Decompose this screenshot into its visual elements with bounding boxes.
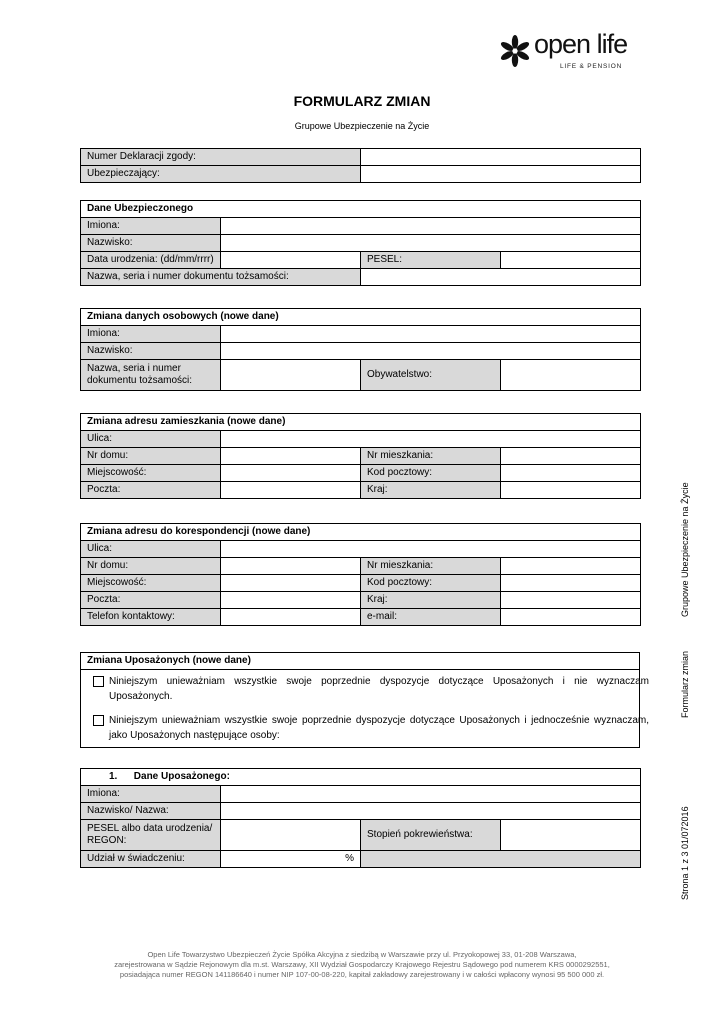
residence-postal-code-label: Kod pocztowy:: [361, 465, 501, 482]
personal-first-names-label: Imiona:: [81, 326, 221, 343]
openlife-logo: [498, 30, 643, 78]
residence-city-label: Miejscowość:: [81, 465, 221, 482]
footer-line-1: Open Life Towarzystwo Ubezpieczeń Życie Spółka Akcyjna z siedzibą w Warszawie przy ul. Przyokopowej 33, 01-208 Warszawa,: [147, 950, 577, 959]
beneficiary-surname-label: Nazwisko/ Nazwa:: [81, 803, 221, 820]
residence-city-field[interactable]: [221, 465, 361, 482]
footer-line-3: posiadająca numer REGON 141186640 i numer NIP 107-00-08-220, kapitał zakładowy zarejestrowany i w całości wpłacony wynosi 95 500 000 zł.: [119, 970, 605, 979]
footer: [0, 950, 724, 980]
share-field[interactable]: [221, 851, 361, 868]
beneficiary-first-names-field[interactable]: [221, 786, 641, 803]
residence-address-table: [80, 413, 641, 499]
insured-section-title: Dane Ubezpieczonego: [81, 201, 641, 218]
residence-section-title: Zmiana adresu zamieszkania (nowe dane): [81, 414, 641, 431]
relationship-label: Stopień pokrewieństwa:: [361, 820, 501, 851]
correspondence-house-no-field[interactable]: [221, 558, 361, 575]
insured-first-names-label: Imiona:: [81, 218, 221, 235]
residence-post-office-field[interactable]: [221, 482, 361, 499]
option-2-text: Niniejszym unieważniam wszystkie swoje poprzednie dyspozycje dotyczące Uposażonych i jednocześnie wyznaczam, jako Uposażonych następujące osoby:: [109, 715, 649, 741]
residence-apartment-no-label: Nr mieszkania:: [361, 448, 501, 465]
correspondence-postal-code-label: Kod pocztowy:: [361, 575, 501, 592]
insured-pesel-label: PESEL:: [361, 252, 501, 269]
residence-country-field[interactable]: [501, 482, 641, 499]
insured-table: [80, 200, 641, 286]
correspondence-address-table: [80, 523, 641, 626]
page-title: FORMULARZ ZMIAN: [293, 93, 431, 109]
insured-id-document-field[interactable]: [361, 269, 641, 286]
personal-surname-field[interactable]: [221, 343, 641, 360]
insured-first-names-field[interactable]: [221, 218, 641, 235]
correspondence-city-field[interactable]: [221, 575, 361, 592]
side-page-number: Strona 1 z 3 01/072016: [680, 806, 690, 900]
correspondence-section-title: Zmiana adresu do korespondencji (nowe dane): [81, 524, 641, 541]
residence-street-field[interactable]: [221, 431, 641, 448]
correspondence-country-field[interactable]: [501, 592, 641, 609]
beneficiary-pesel-label: PESEL albo data urodzenia/ REGON:: [81, 820, 221, 851]
option-1-checkbox[interactable]: [93, 676, 104, 687]
phone-label: Telefon kontaktowy:: [81, 609, 221, 626]
insurer-label: Ubezpieczający:: [81, 166, 361, 183]
residence-house-no-label: Nr domu:: [81, 448, 221, 465]
insured-surname-field[interactable]: [221, 235, 641, 252]
personal-surname-label: Nazwisko:: [81, 343, 221, 360]
footer-line-2: zarejestrowana w Sądzie Rejonowym dla m.st. Warszawy, XII Wydział Gospodarczy Krajowego Rejestru Sądowego pod numerem KRS 0000292551,: [114, 960, 610, 969]
brand-name: open life: [534, 29, 628, 59]
relationship-field[interactable]: [501, 820, 641, 851]
residence-street-label: Ulica:: [81, 431, 221, 448]
flower-logo-icon: [498, 34, 532, 68]
beneficiary-surname-field[interactable]: [221, 803, 641, 820]
residence-apartment-no-field[interactable]: [501, 448, 641, 465]
beneficiary-1-title-cell: [81, 769, 641, 786]
insured-id-document-label: Nazwa, seria i numer dokumentu tożsamości:: [81, 269, 361, 286]
personal-first-names-field[interactable]: [221, 326, 641, 343]
beneficiaries-option-2[interactable]: [93, 713, 649, 743]
personal-id-document-label: Nazwa, seria i numer dokumentu tożsamości:: [81, 360, 221, 391]
beneficiary-1-title: Dane Uposażonego:: [133, 771, 230, 782]
residence-postal-code-field[interactable]: [501, 465, 641, 482]
correspondence-apartment-no-label: Nr mieszkania:: [361, 558, 501, 575]
correspondence-city-label: Miejscowość:: [81, 575, 221, 592]
insured-pesel-field[interactable]: [501, 252, 641, 269]
citizenship-field[interactable]: [501, 360, 641, 391]
citizenship-label: Obywatelstwo:: [361, 360, 501, 391]
beneficiaries-section-title: Zmiana Uposażonych (nowe dane): [81, 653, 639, 670]
beneficiary-first-names-label: Imiona:: [81, 786, 221, 803]
page-subtitle: Grupowe Ubezpieczenie na Życie: [294, 121, 430, 131]
insured-birth-date-label: Data urodzenia: (dd/mm/rrrr): [81, 252, 221, 269]
email-field[interactable]: [501, 609, 641, 626]
correspondence-street-field[interactable]: [221, 541, 641, 558]
email-label: e-mail:: [361, 609, 501, 626]
option-1-text: Niniejszym unieważniam wszystkie swoje poprzednie dyspozycje dotyczące Uposażonych i nie wyznaczam Uposażonych.: [109, 676, 649, 702]
correspondence-country-label: Kraj:: [361, 592, 501, 609]
declaration-number-field[interactable]: [361, 149, 641, 166]
correspondence-street-label: Ulica:: [81, 541, 221, 558]
beneficiaries-change-box: [80, 652, 649, 748]
beneficiary-1-table: [80, 768, 641, 868]
residence-post-office-label: Poczta:: [81, 482, 221, 499]
declaration-number-label: Numer Deklaracji zgody:: [81, 149, 361, 166]
personal-data-table: [80, 308, 641, 391]
personal-id-document-field[interactable]: [221, 360, 361, 391]
option-2-checkbox[interactable]: [93, 715, 104, 726]
declaration-table: [80, 148, 641, 183]
side-product-name: Grupowe Ubezpieczenie na Życie: [680, 482, 690, 617]
insurer-field[interactable]: [361, 166, 641, 183]
phone-field[interactable]: [221, 609, 361, 626]
correspondence-house-no-label: Nr domu:: [81, 558, 221, 575]
personal-section-title: Zmiana danych osobowych (nowe dane): [81, 309, 641, 326]
beneficiary-pesel-field[interactable]: [221, 820, 361, 851]
insured-surname-label: Nazwisko:: [81, 235, 221, 252]
residence-country-label: Kraj:: [361, 482, 501, 499]
correspondence-post-office-field[interactable]: [221, 592, 361, 609]
brand-tagline: LIFE & PENSION: [560, 63, 623, 70]
beneficiaries-option-1[interactable]: [93, 674, 649, 704]
side-form-name: Formularz zmian: [680, 650, 690, 718]
percent-sign: %: [345, 853, 354, 864]
insured-birth-date-field[interactable]: [221, 252, 361, 269]
share-label: Udział w świadczeniu:: [81, 851, 221, 868]
residence-house-no-field[interactable]: [221, 448, 361, 465]
correspondence-post-office-label: Poczta:: [81, 592, 221, 609]
correspondence-apartment-no-field[interactable]: [501, 558, 641, 575]
beneficiary-1-number: 1.: [109, 771, 118, 782]
correspondence-postal-code-field[interactable]: [501, 575, 641, 592]
share-filler: [361, 851, 641, 868]
